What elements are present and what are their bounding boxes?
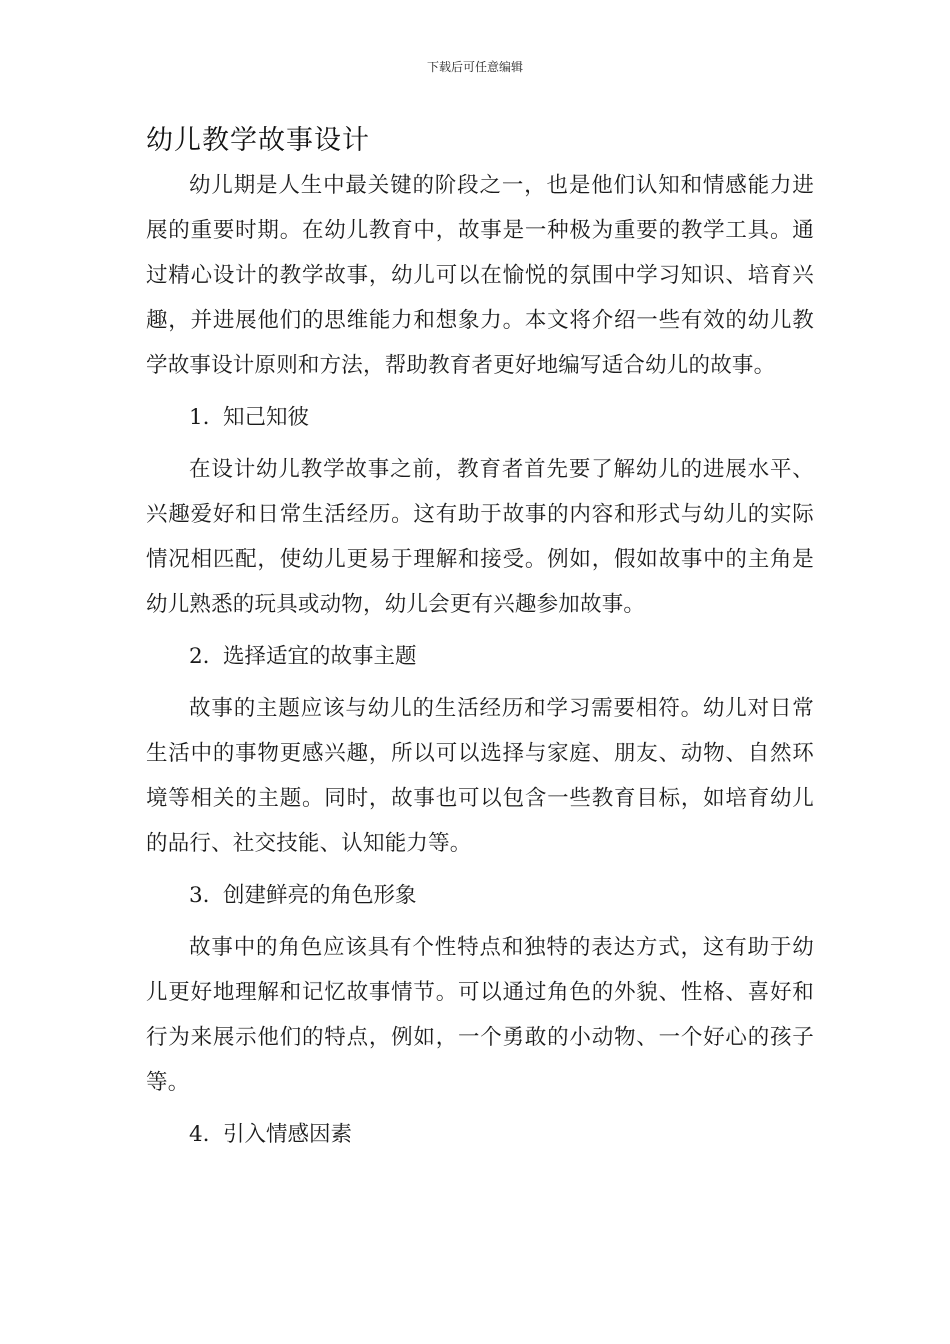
section-paragraph-3: 故事中的角色应该具有个性特点和独特的表达方式，这有助于幼儿更好地理解和记忆故事情节。可以通过角色的外貌、性格、喜好和行为来展示他们的特点，例如，一个勇敢的小动物、一个好心的孩子等。 <box>146 935 814 1095</box>
section-heading-4 <box>146 1112 814 1157</box>
section-number: 2. <box>189 644 210 669</box>
section-heading-2 <box>146 634 814 679</box>
section-heading-1 <box>146 395 814 440</box>
section-title: 引入情感因素 <box>223 1122 353 1147</box>
section-paragraph-1: 在设计幼儿教学故事之前，教育者首先要了解幼儿的进展水平、兴趣爱好和日常生活经历。这有助于故事的内容和形式与幼儿的实际情况相匹配，使幼儿更易于理解和接受。例如，假如故事中的主角是幼儿熟悉的玩具或动物，幼儿会更有兴趣参加故事。 <box>146 457 814 617</box>
section-number: 3. <box>189 883 210 908</box>
section-title: 创建鲜亮的角色形象 <box>223 883 417 908</box>
section-number: 1. <box>189 405 210 430</box>
page-header: 下载后可任意编辑 <box>426 60 523 74</box>
intro-paragraph: 幼儿期是人生中最关键的阶段之一，也是他们认知和情感能力进展的重要时期。在幼儿教育中，故事是一种极为重要的教学工具。通过精心设计的教学故事，幼儿可以在愉悦的氛围中学习知识、培育兴趣，并进展他们的思维能力和想象力。本文将介绍一些有效的幼儿教学故事设计原则和方法，帮助教育者更好地编写适合幼儿的故事。 <box>146 173 814 378</box>
section-number: 4. <box>189 1122 210 1147</box>
section-paragraph-2: 故事的主题应该与幼儿的生活经历和学习需要相符。幼儿对日常生活中的事物更感兴趣，所以可以选择与家庭、朋友、动物、自然环境等相关的主题。同时，故事也可以包含一些教育目标，如培育幼儿的品行、社交技能、认知能力等。 <box>146 696 814 856</box>
section-title: 选择适宜的故事主题 <box>223 644 417 669</box>
section-heading-3 <box>146 873 814 918</box>
section-title: 知己知彼 <box>223 405 310 430</box>
document-body <box>146 163 814 1164</box>
document-title: 幼儿教学故事设计 <box>146 125 370 156</box>
